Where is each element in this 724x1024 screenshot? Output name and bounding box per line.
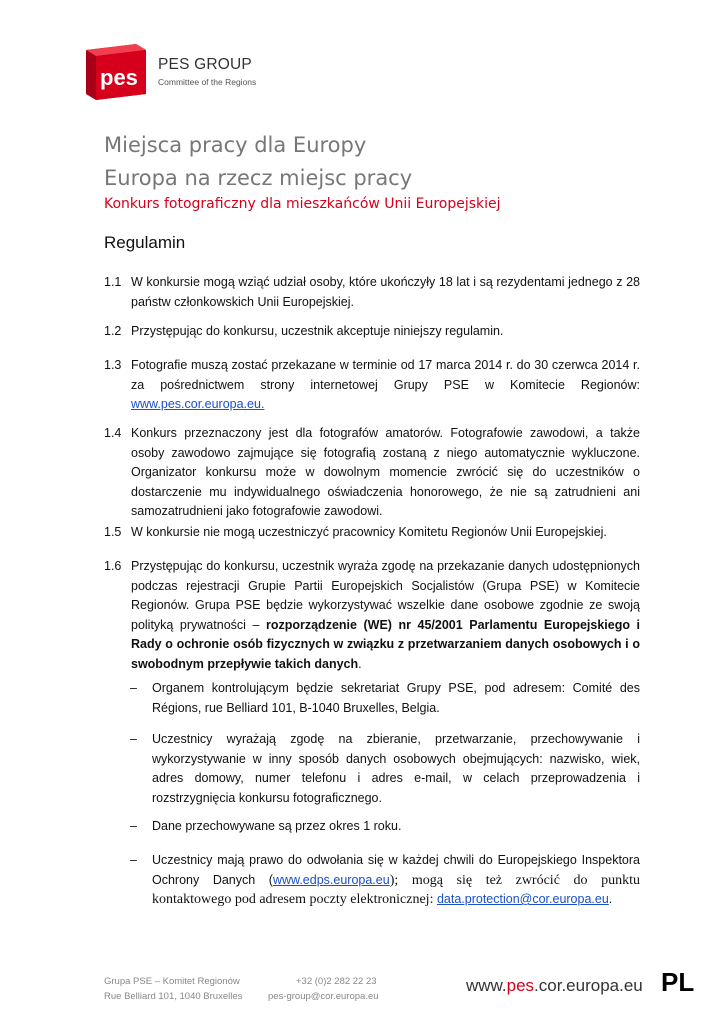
dash-bullet: – [130, 853, 137, 867]
footer-website[interactable] [466, 976, 643, 996]
subitem-controller [130, 679, 640, 718]
subitem-text: Organem kontrolującym będzie sekretariat Grupy PSE, pod adresem: Comité des Régions, rue Belliard 101, B-1040 Bruxelles, Belgia. [152, 681, 640, 715]
section-heading: Regulamin [104, 233, 186, 252]
logo [82, 44, 262, 100]
regulation-reference: rozporządzenie (WE) nr 45/2001 Parlamentu Europejskiego i Rady o ochronie osób fizycznych w związku z przetwarzaniem danych osobowych i o swobodnym przepływie takich danych [131, 617, 641, 671]
rule-1-3 [104, 356, 640, 415]
logo-subtitle: Committee of the Regions [158, 77, 257, 87]
footer-org-address: Rue Belliard 101, 1040 Bruxelles [104, 991, 243, 1002]
logo-mark: pes [100, 65, 138, 90]
subitem-consent [130, 730, 640, 808]
rule-1-2 [104, 322, 640, 342]
footer-email: pes-group@cor.europa.eu [268, 991, 379, 1002]
footer-url-prefix: www. [466, 976, 507, 995]
rule-text: W konkursie nie mogą uczestniczyć pracownicy Komitetu Regionów Unii Europejskiej. [131, 525, 607, 539]
rule-number: 1.2 [104, 324, 122, 338]
subitem-appeal [130, 851, 640, 910]
rule-text-body: Fotografie muszą zostać przekazane w terminie od 17 marca 2014 r. do 30 czerwca 2014 r. za pośrednictwem strony internetowej Grupy PSE w Komitecie Regionów: [131, 358, 640, 392]
rule-1-1 [104, 273, 640, 312]
edps-link[interactable]: www.edps.europa.eu [272, 872, 390, 887]
pes-website-link[interactable]: www.pes.cor.europa.eu. [131, 397, 265, 411]
rule-text: W konkursie mogą wziąć udział osoby, które ukończyły 18 lat i są rezydentami jednego z 28 państw członkowskich Unii Europejskiej. [131, 275, 640, 309]
rule-number: 1.5 [104, 525, 122, 539]
footer-phone: +32 (0)2 282 22 23 [296, 976, 377, 987]
subitem-text: Dane przechowywane są przez okres 1 roku. [152, 819, 402, 833]
rule-number: 1.4 [104, 426, 122, 440]
footer-org-name: Grupa PSE – Komitet Regionów [104, 976, 240, 987]
rule-text: Konkurs przeznaczony jest dla fotografów amatorów. Fotografowie zawodowi, a także osoby zawodowo zajmujące się fotografią zostaną z niego automatycznie wykluczone. Organizator konkursu może w dowolnym momencie zwrócić się do uczestników o dostarczenie mu indywidualnego oświadczenia honorowego, że nie są zatrudnieni ani samozatrudnieni jako fotografowie zawodowi. [131, 426, 640, 518]
footer-url-suffix: .cor.europa.eu [534, 976, 643, 995]
subitem-text: Uczestnicy wyrażają zgodę na zbieranie, przetwarzanie, przechowywanie i wykorzystywanie w inny sposób danych osobowych obejmujących: nazwisko, wiek, adres domowy, numer telefonu i adres e-mail, w celach przeprowadzenia i rozstrzygnięcia konkursu fotograficznego. [152, 732, 640, 805]
dash-bullet: – [130, 732, 137, 746]
dash-bullet: – [130, 681, 137, 695]
subitem-text-part: . [608, 892, 613, 906]
title-line-1: Miejsca pracy dla Europy [104, 133, 367, 157]
title-line-3: Konkurs fotograficzny dla mieszkańców Unii Europejskiej [104, 196, 501, 212]
rule-1-5 [104, 523, 640, 543]
rule-number: 1.1 [104, 275, 122, 289]
rule-text-body: Przystępując do konkursu, uczestnik wyraża zgodę na przekazanie danych udostępnionych podczas rejestracji Grupie Partii Europejskich Socjalistów (Grupa PSE) w Komitecie Regionów. Grupa PSE będzie wykorzystywać wszelkie dane osobowe zgodnie ze swoją polityką prywatności – [131, 559, 640, 632]
rule-text [131, 356, 640, 415]
rule-text: Przystępując do konkursu, uczestnik akceptuje niniejszy regulamin. [131, 324, 504, 338]
rule-text-tail: . [358, 656, 362, 671]
rule-1-6 [104, 557, 640, 674]
rule-number: 1.6 [104, 559, 122, 573]
subitem-retention [130, 817, 640, 837]
title-line-2: Europa na rzecz miejsc pracy [104, 166, 413, 190]
subitem-text [152, 851, 640, 910]
dash-bullet: – [130, 819, 137, 833]
rule-text [131, 557, 640, 674]
rule-number: 1.3 [104, 358, 122, 372]
subitem-text-part: Uczestnicy mają prawo do odwołania się w każdej chwili do Europejskiego Inspektora Ochrony Danych ( [152, 853, 640, 887]
footer-url-brand: pes [506, 976, 535, 995]
email-link[interactable]: data.protection@cor.europa.eu [436, 892, 609, 906]
language-code: PL [661, 967, 695, 997]
pes-cube-logo [82, 44, 150, 100]
logo-wordmark: PES GROUP [158, 56, 252, 73]
rule-1-4 [104, 424, 640, 522]
subitem-text-part: ); mogą się też zwrócić do punktu kontaktowego pod adresem poczty elektronicznej: [152, 872, 641, 907]
